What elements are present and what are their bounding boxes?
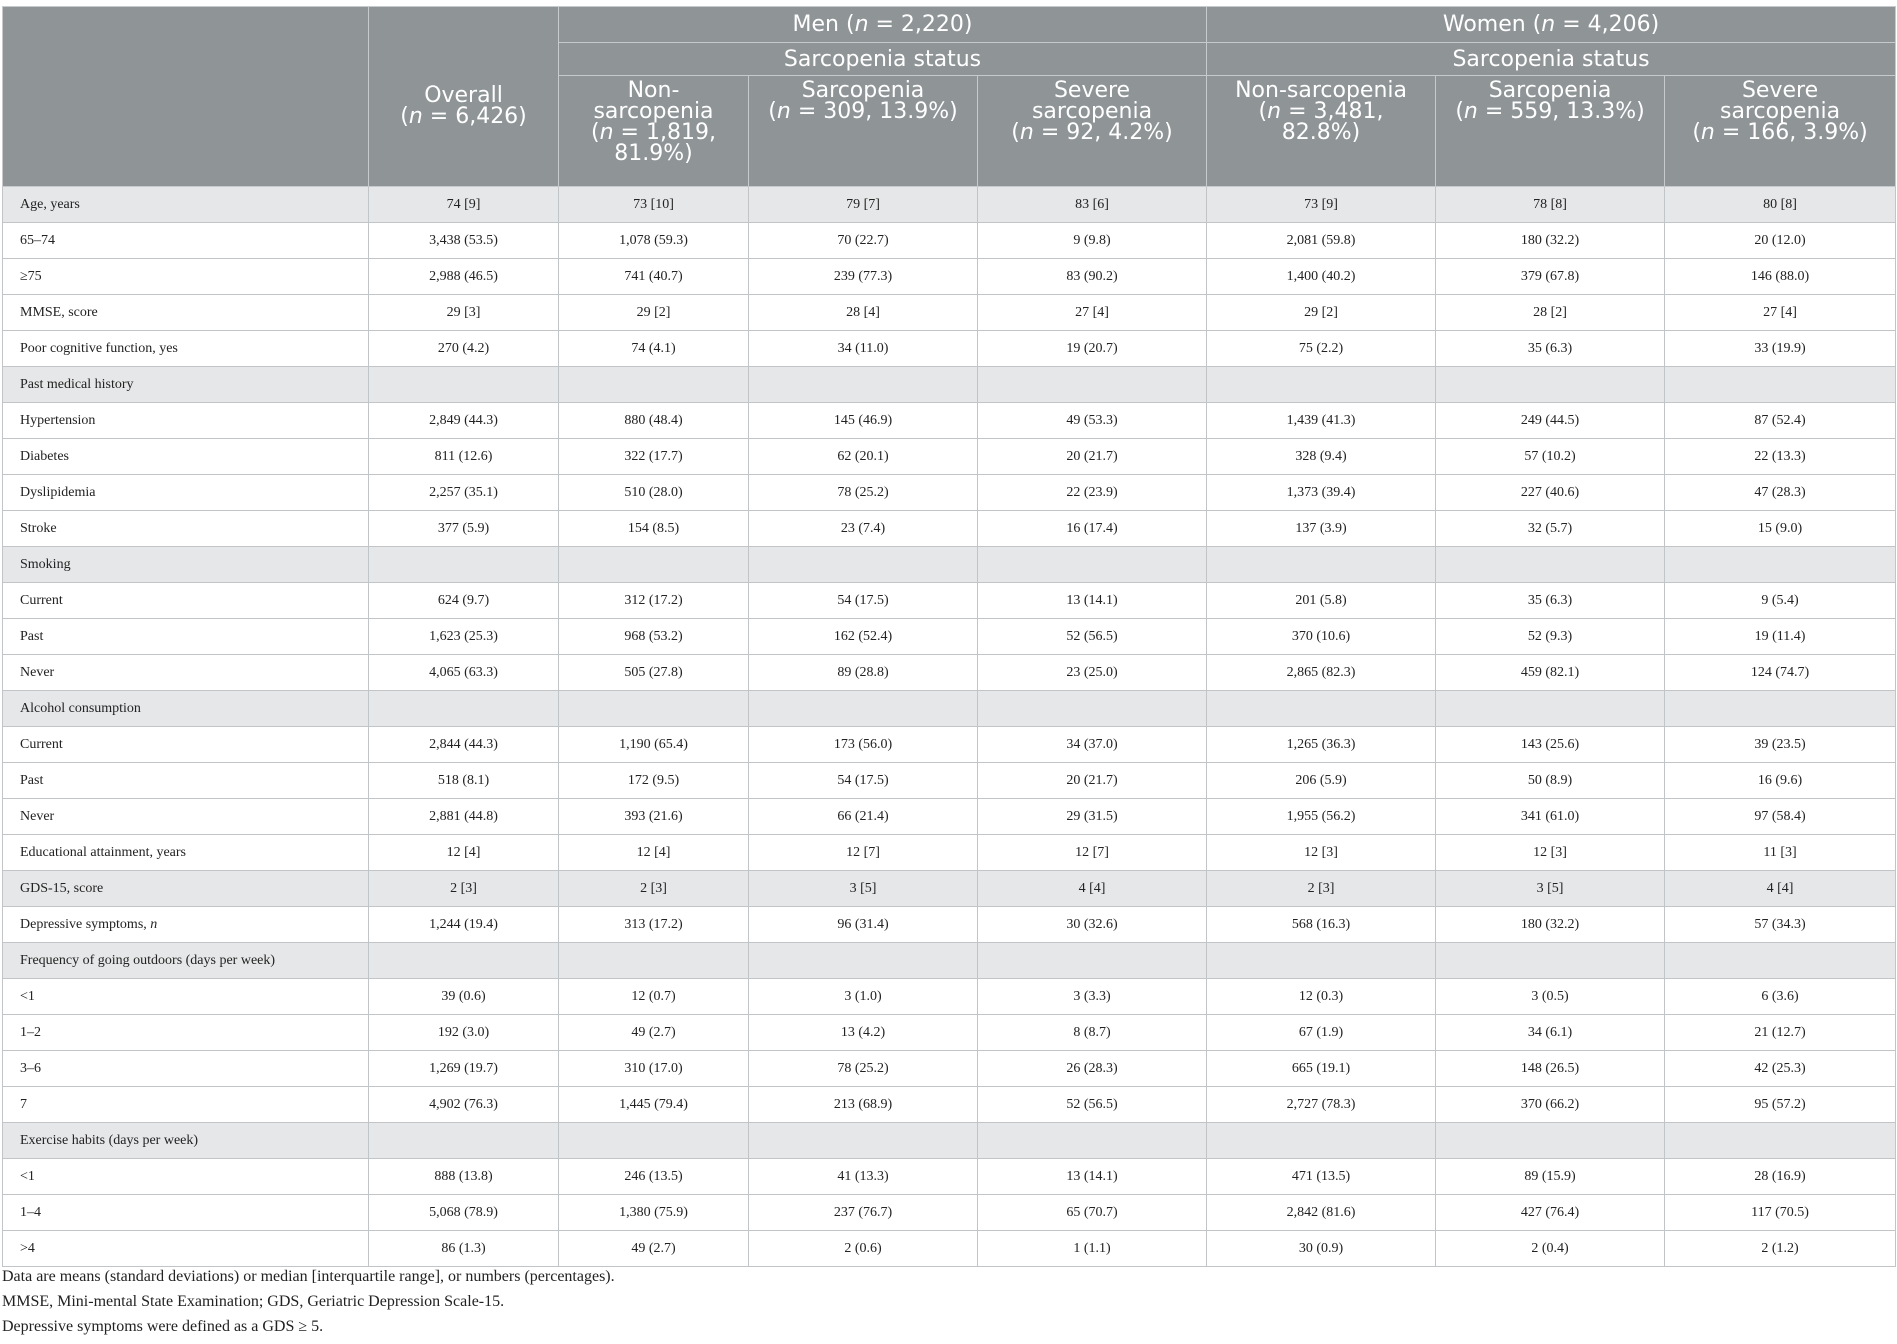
table-cell — [749, 691, 978, 727]
table-cell: 246 (13.5) — [559, 1159, 749, 1195]
row-label: Current — [3, 583, 369, 619]
table-cell: 137 (3.9) — [1207, 511, 1436, 547]
table-cell — [1207, 943, 1436, 979]
table-cell: 741 (40.7) — [559, 259, 749, 295]
table-cell: 2 (0.4) — [1436, 1231, 1665, 1267]
table-cell — [978, 547, 1207, 583]
table-cell: 89 (15.9) — [1436, 1159, 1665, 1195]
row-label: ≥75 — [3, 259, 369, 295]
table-cell: 3 [5] — [749, 871, 978, 907]
table-cell: 2 [3] — [559, 871, 749, 907]
table-row — [3, 1231, 1896, 1267]
table-row — [3, 1195, 1896, 1231]
table-cell: 12 [3] — [1207, 835, 1436, 871]
row-label: Depressive symptoms, n — [3, 907, 369, 943]
table-cell — [749, 547, 978, 583]
table-cell: 2,881 (44.8) — [369, 799, 559, 835]
table-cell: 15 (9.0) — [1665, 511, 1896, 547]
table-cell: 28 [2] — [1436, 295, 1665, 331]
table-cell: 8 (8.7) — [978, 1015, 1207, 1051]
table-cell: 148 (26.5) — [1436, 1051, 1665, 1087]
table-cell: 96 (31.4) — [749, 907, 978, 943]
table-cell: 30 (0.9) — [1207, 1231, 1436, 1267]
table-cell: 52 (9.3) — [1436, 619, 1665, 655]
table-cell: 377 (5.9) — [369, 511, 559, 547]
header-col-men-sarcopenia: Sarcopenia (n = 309, 13.9%) — [749, 76, 978, 187]
table-cell: 19 (20.7) — [978, 331, 1207, 367]
table-cell: 73 [9] — [1207, 187, 1436, 223]
table-cell: 370 (66.2) — [1436, 1087, 1665, 1123]
table-cell — [369, 547, 559, 583]
table-cell: 4 [4] — [978, 871, 1207, 907]
table-row — [3, 1051, 1896, 1087]
row-label: Educational attainment, years — [3, 835, 369, 871]
table-cell — [1665, 547, 1896, 583]
header-men-group: Men (n = 2,220) — [559, 7, 1207, 43]
table-cell: 1,265 (36.3) — [1207, 727, 1436, 763]
table-row — [3, 1123, 1896, 1159]
table-cell: 29 [2] — [1207, 295, 1436, 331]
table-cell — [559, 1123, 749, 1159]
header-col-men-severe: Severe sarcopenia (n = 92, 4.2%) — [978, 76, 1207, 187]
table-cell: 1,373 (39.4) — [1207, 475, 1436, 511]
footnote-1: Data are means (standard deviations) or median [interquartile range], or numbers (percentages). — [2, 1268, 615, 1285]
table-cell: 16 (17.4) — [978, 511, 1207, 547]
row-label: Past — [3, 763, 369, 799]
table-row — [3, 907, 1896, 943]
table-container — [2, 6, 1895, 1267]
table-cell — [749, 367, 978, 403]
table-cell: 239 (77.3) — [749, 259, 978, 295]
table-cell: 2,257 (35.1) — [369, 475, 559, 511]
header-women-group: Women (n = 4,206) — [1207, 7, 1896, 43]
table-cell: 34 (11.0) — [749, 331, 978, 367]
table-cell: 180 (32.2) — [1436, 223, 1665, 259]
table-cell: 310 (17.0) — [559, 1051, 749, 1087]
table-cell: 49 (2.7) — [559, 1015, 749, 1051]
table-cell: 880 (48.4) — [559, 403, 749, 439]
table-cell: 57 (10.2) — [1436, 439, 1665, 475]
table-cell: 1,400 (40.2) — [1207, 259, 1436, 295]
table-row — [3, 619, 1896, 655]
table-row — [3, 943, 1896, 979]
table-cell: 27 [4] — [978, 295, 1207, 331]
table-cell: 1,078 (59.3) — [559, 223, 749, 259]
table-cell: 201 (5.8) — [1207, 583, 1436, 619]
table-cell: 393 (21.6) — [559, 799, 749, 835]
table-row — [3, 1159, 1896, 1195]
table-cell: 65 (70.7) — [978, 1195, 1207, 1231]
table-cell: 5,068 (78.9) — [369, 1195, 559, 1231]
table-row — [3, 727, 1896, 763]
table-cell: 2 (0.6) — [749, 1231, 978, 1267]
table-cell: 2 [3] — [1207, 871, 1436, 907]
table-cell: 12 [4] — [559, 835, 749, 871]
table-cell: 180 (32.2) — [1436, 907, 1665, 943]
table-row — [3, 655, 1896, 691]
table-cell: 70 (22.7) — [749, 223, 978, 259]
table-cell: 6 (3.6) — [1665, 979, 1896, 1015]
table-cell: 41 (13.3) — [749, 1159, 978, 1195]
table-cell — [1436, 367, 1665, 403]
row-label: GDS-15, score — [3, 871, 369, 907]
table-cell — [559, 547, 749, 583]
table-cell: 3,438 (53.5) — [369, 223, 559, 259]
table-cell — [978, 367, 1207, 403]
table-cell: 54 (17.5) — [749, 583, 978, 619]
table-cell: 510 (28.0) — [559, 475, 749, 511]
table-cell: 2 (1.2) — [1665, 1231, 1896, 1267]
table-cell: 20 (21.7) — [978, 763, 1207, 799]
table-cell — [559, 691, 749, 727]
table-cell: 2,727 (78.3) — [1207, 1087, 1436, 1123]
table-cell: 192 (3.0) — [369, 1015, 559, 1051]
table-row — [3, 547, 1896, 583]
header-men-status: Sarcopenia status — [559, 43, 1207, 76]
table-cell: 162 (52.4) — [749, 619, 978, 655]
table-cell: 54 (17.5) — [749, 763, 978, 799]
row-label: Stroke — [3, 511, 369, 547]
row-label: Poor cognitive function, yes — [3, 331, 369, 367]
table-cell: 173 (56.0) — [749, 727, 978, 763]
table-body — [3, 187, 1896, 1267]
table-cell: 95 (57.2) — [1665, 1087, 1896, 1123]
table-cell: 75 (2.2) — [1207, 331, 1436, 367]
header-col-women-severe: Severe sarcopenia (n = 166, 3.9%) — [1665, 76, 1896, 187]
table-cell: 1,190 (65.4) — [559, 727, 749, 763]
table-cell: 12 [7] — [978, 835, 1207, 871]
table-cell: 154 (8.5) — [559, 511, 749, 547]
table-cell: 811 (12.6) — [369, 439, 559, 475]
table-cell — [978, 1123, 1207, 1159]
table-cell — [978, 943, 1207, 979]
table-cell — [1436, 943, 1665, 979]
table-cell: 97 (58.4) — [1665, 799, 1896, 835]
table-cell: 4,902 (76.3) — [369, 1087, 559, 1123]
table-cell: 505 (27.8) — [559, 655, 749, 691]
table-cell — [1436, 547, 1665, 583]
table-cell — [1436, 1123, 1665, 1159]
table-cell: 1,445 (79.4) — [559, 1087, 749, 1123]
table-cell: 341 (61.0) — [1436, 799, 1665, 835]
table-cell: 379 (67.8) — [1436, 259, 1665, 295]
table-cell: 83 (90.2) — [978, 259, 1207, 295]
table-cell: 47 (28.3) — [1665, 475, 1896, 511]
table-cell: 57 (34.3) — [1665, 907, 1896, 943]
row-label: Past medical history — [3, 367, 369, 403]
table-cell: 29 (31.5) — [978, 799, 1207, 835]
row-label: <1 — [3, 1159, 369, 1195]
table-cell: 34 (6.1) — [1436, 1015, 1665, 1051]
table-cell: 146 (88.0) — [1665, 259, 1896, 295]
table-cell: 313 (17.2) — [559, 907, 749, 943]
row-label: 65–74 — [3, 223, 369, 259]
table-cell — [1665, 1123, 1896, 1159]
table-cell: 50 (8.9) — [1436, 763, 1665, 799]
table-cell: 370 (10.6) — [1207, 619, 1436, 655]
table-cell: 12 (0.3) — [1207, 979, 1436, 1015]
row-label: Frequency of going outdoors (days per week) — [3, 943, 369, 979]
table-cell: 80 [8] — [1665, 187, 1896, 223]
table-cell — [1207, 691, 1436, 727]
table-cell: 322 (17.7) — [559, 439, 749, 475]
table-cell: 83 [6] — [978, 187, 1207, 223]
table-cell: 62 (20.1) — [749, 439, 978, 475]
table-cell: 87 (52.4) — [1665, 403, 1896, 439]
table-cell: 89 (28.8) — [749, 655, 978, 691]
data-table — [2, 6, 1896, 1267]
table-cell: 12 [4] — [369, 835, 559, 871]
header-col-women-sarcopenia: Sarcopenia (n = 559, 13.3%) — [1436, 76, 1665, 187]
row-label: 1–2 — [3, 1015, 369, 1051]
table-cell: 145 (46.9) — [749, 403, 978, 439]
table-cell — [1207, 1123, 1436, 1159]
table-cell: 67 (1.9) — [1207, 1015, 1436, 1051]
table-row — [3, 583, 1896, 619]
table-cell — [749, 1123, 978, 1159]
table-cell: 237 (76.7) — [749, 1195, 978, 1231]
table-row — [3, 979, 1896, 1015]
table-cell: 9 (9.8) — [978, 223, 1207, 259]
table-row — [3, 799, 1896, 835]
table-cell — [978, 691, 1207, 727]
table-cell — [1665, 943, 1896, 979]
table-cell: 78 [8] — [1436, 187, 1665, 223]
table-row — [3, 835, 1896, 871]
table-cell: 3 (0.5) — [1436, 979, 1665, 1015]
table-cell — [1207, 547, 1436, 583]
table-cell: 28 [4] — [749, 295, 978, 331]
table-row — [3, 259, 1896, 295]
row-label: Hypertension — [3, 403, 369, 439]
table-cell: 39 (0.6) — [369, 979, 559, 1015]
table-cell: 73 [10] — [559, 187, 749, 223]
table-cell: 42 (25.3) — [1665, 1051, 1896, 1087]
row-label: Age, years — [3, 187, 369, 223]
table-cell — [1436, 691, 1665, 727]
table-row — [3, 475, 1896, 511]
table-cell: 78 (25.2) — [749, 475, 978, 511]
table-cell: 16 (9.6) — [1665, 763, 1896, 799]
table-cell: 568 (16.3) — [1207, 907, 1436, 943]
table-cell: 3 (1.0) — [749, 979, 978, 1015]
row-label: Never — [3, 655, 369, 691]
table-cell: 26 (28.3) — [978, 1051, 1207, 1087]
table-row — [3, 367, 1896, 403]
table-cell: 28 (16.9) — [1665, 1159, 1896, 1195]
table-cell: 1,244 (19.4) — [369, 907, 559, 943]
table-row — [3, 871, 1896, 907]
row-label: 1–4 — [3, 1195, 369, 1231]
table-cell: 30 (32.6) — [978, 907, 1207, 943]
table-cell: 227 (40.6) — [1436, 475, 1665, 511]
row-label: 3–6 — [3, 1051, 369, 1087]
table-row — [3, 511, 1896, 547]
table-cell: 2,081 (59.8) — [1207, 223, 1436, 259]
table-cell: 66 (21.4) — [749, 799, 978, 835]
table-row — [3, 187, 1896, 223]
table-cell: 32 (5.7) — [1436, 511, 1665, 547]
table-cell: 2 [3] — [369, 871, 559, 907]
table-cell: 1,380 (75.9) — [559, 1195, 749, 1231]
table-cell — [559, 367, 749, 403]
header-blank — [3, 7, 369, 187]
table-cell: 12 [3] — [1436, 835, 1665, 871]
table-cell: 33 (19.9) — [1665, 331, 1896, 367]
table-cell: 39 (23.5) — [1665, 727, 1896, 763]
table-cell: 1,269 (19.7) — [369, 1051, 559, 1087]
table-cell: 270 (4.2) — [369, 331, 559, 367]
table-cell: 86 (1.3) — [369, 1231, 559, 1267]
table-cell: 459 (82.1) — [1436, 655, 1665, 691]
table-cell: 2,849 (44.3) — [369, 403, 559, 439]
table-header — [3, 7, 1896, 187]
table-cell: 518 (8.1) — [369, 763, 559, 799]
table-cell: 20 (12.0) — [1665, 223, 1896, 259]
table-cell: 19 (11.4) — [1665, 619, 1896, 655]
row-label: Exercise habits (days per week) — [3, 1123, 369, 1159]
table-cell: 2,844 (44.3) — [369, 727, 559, 763]
table-cell: 21 (12.7) — [1665, 1015, 1896, 1051]
table-cell: 249 (44.5) — [1436, 403, 1665, 439]
table-cell: 328 (9.4) — [1207, 439, 1436, 475]
footnote-2: MMSE, Mini-mental State Examination; GDS, Geriatric Depression Scale-15. — [2, 1293, 505, 1310]
table-cell: 49 (53.3) — [978, 403, 1207, 439]
table-cell: 22 (13.3) — [1665, 439, 1896, 475]
table-row — [3, 439, 1896, 475]
row-label: Never — [3, 799, 369, 835]
table-cell: 117 (70.5) — [1665, 1195, 1896, 1231]
table-cell: 471 (13.5) — [1207, 1159, 1436, 1195]
table-cell: 52 (56.5) — [978, 1087, 1207, 1123]
table-row — [3, 1087, 1896, 1123]
table-cell: 1,439 (41.3) — [1207, 403, 1436, 439]
table-row — [3, 691, 1896, 727]
table-cell: 427 (76.4) — [1436, 1195, 1665, 1231]
table-cell: 4 [4] — [1665, 871, 1896, 907]
table-row — [3, 295, 1896, 331]
table-cell — [369, 1123, 559, 1159]
table-cell: 143 (25.6) — [1436, 727, 1665, 763]
footnote-3: Depressive symptoms were defined as a GDS ≥ 5. — [2, 1318, 324, 1335]
table-cell: 74 [9] — [369, 187, 559, 223]
table-cell — [369, 943, 559, 979]
table-cell: 12 [7] — [749, 835, 978, 871]
table-cell: 11 [3] — [1665, 835, 1896, 871]
table-cell: 22 (23.9) — [978, 475, 1207, 511]
row-label: >4 — [3, 1231, 369, 1267]
table-cell: 206 (5.9) — [1207, 763, 1436, 799]
table-row — [3, 763, 1896, 799]
table-cell — [1665, 691, 1896, 727]
table-cell: 52 (56.5) — [978, 619, 1207, 655]
table-cell: 172 (9.5) — [559, 763, 749, 799]
table-cell: 13 (4.2) — [749, 1015, 978, 1051]
table-cell — [559, 943, 749, 979]
table-cell: 312 (17.2) — [559, 583, 749, 619]
table-cell: 624 (9.7) — [369, 583, 559, 619]
table-cell: 13 (14.1) — [978, 1159, 1207, 1195]
row-label: Diabetes — [3, 439, 369, 475]
table-cell: 1,955 (56.2) — [1207, 799, 1436, 835]
table-cell: 2,865 (82.3) — [1207, 655, 1436, 691]
table-cell: 78 (25.2) — [749, 1051, 978, 1087]
table-cell: 34 (37.0) — [978, 727, 1207, 763]
table-cell: 124 (74.7) — [1665, 655, 1896, 691]
table-row — [3, 331, 1896, 367]
row-label: Current — [3, 727, 369, 763]
table-cell — [369, 367, 559, 403]
table-cell: 3 (3.3) — [978, 979, 1207, 1015]
table-cell: 12 (0.7) — [559, 979, 749, 1015]
table-cell: 1 (1.1) — [978, 1231, 1207, 1267]
table-cell: 29 [3] — [369, 295, 559, 331]
table-cell — [1665, 367, 1896, 403]
row-label: 7 — [3, 1087, 369, 1123]
table-cell: 4,065 (63.3) — [369, 655, 559, 691]
table-cell: 13 (14.1) — [978, 583, 1207, 619]
row-label: <1 — [3, 979, 369, 1015]
table-cell: 35 (6.3) — [1436, 331, 1665, 367]
table-cell: 2,842 (81.6) — [1207, 1195, 1436, 1231]
table-row — [3, 223, 1896, 259]
row-label: Dyslipidemia — [3, 475, 369, 511]
table-cell: 2,988 (46.5) — [369, 259, 559, 295]
table-cell: 665 (19.1) — [1207, 1051, 1436, 1087]
table-cell: 213 (68.9) — [749, 1087, 978, 1123]
row-label: Smoking — [3, 547, 369, 583]
table-cell: 23 (25.0) — [978, 655, 1207, 691]
table-cell: 20 (21.7) — [978, 439, 1207, 475]
row-label: MMSE, score — [3, 295, 369, 331]
table-cell: 9 (5.4) — [1665, 583, 1896, 619]
header-col-men-non-sarcopenia: Non- sarcopenia (n = 1,819, 81.9%) — [559, 76, 749, 187]
table-cell: 3 [5] — [1436, 871, 1665, 907]
table-cell — [1207, 367, 1436, 403]
table-cell: 35 (6.3) — [1436, 583, 1665, 619]
row-label: Alcohol consumption — [3, 691, 369, 727]
header-col-women-non-sarcopenia: Non-sarcopenia (n = 3,481, 82.8%) — [1207, 76, 1436, 187]
table-cell: 968 (53.2) — [559, 619, 749, 655]
table-cell: 74 (4.1) — [559, 331, 749, 367]
table-cell: 888 (13.8) — [369, 1159, 559, 1195]
table-row — [3, 403, 1896, 439]
row-label: Past — [3, 619, 369, 655]
table-row — [3, 1015, 1896, 1051]
table-cell: 1,623 (25.3) — [369, 619, 559, 655]
table-cell: 29 [2] — [559, 295, 749, 331]
table-cell — [749, 943, 978, 979]
table-cell: 79 [7] — [749, 187, 978, 223]
table-cell — [369, 691, 559, 727]
header-overall: Overall (n = 6,426) — [369, 7, 559, 187]
header-women-status: Sarcopenia status — [1207, 43, 1896, 76]
table-cell: 27 [4] — [1665, 295, 1896, 331]
table-cell: 23 (7.4) — [749, 511, 978, 547]
table-cell: 49 (2.7) — [559, 1231, 749, 1267]
table-footnotes — [2, 1264, 1892, 1339]
